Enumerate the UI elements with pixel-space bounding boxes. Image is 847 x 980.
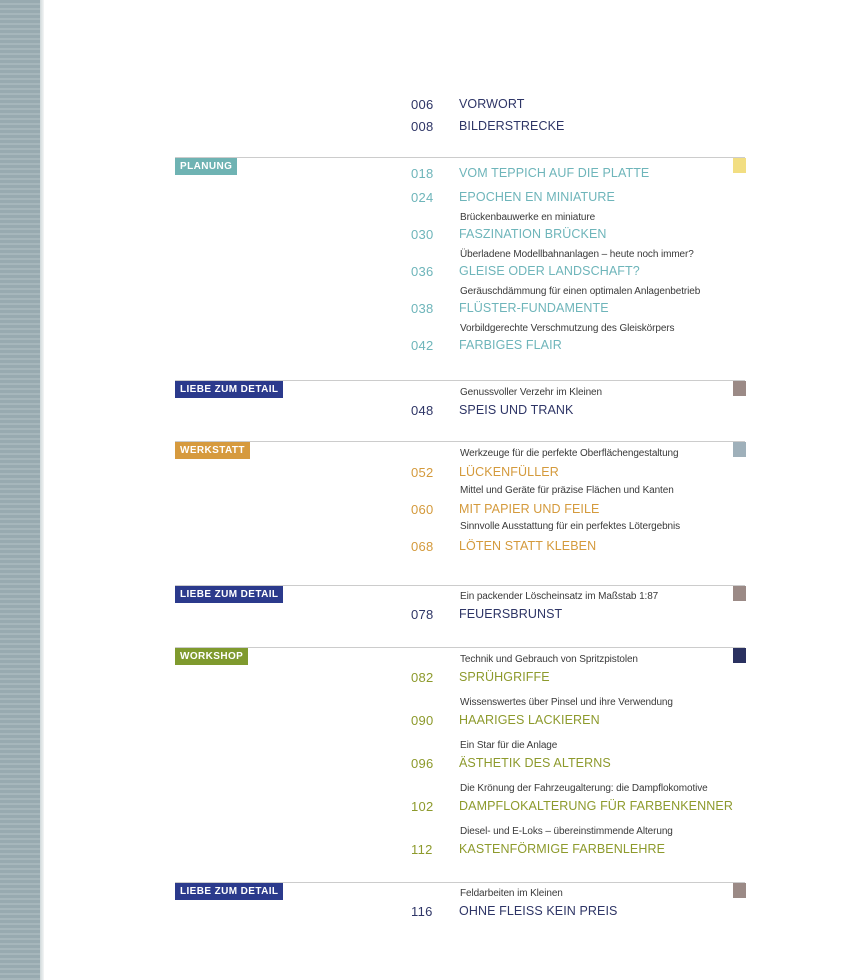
page-number[interactable]: 018 [411,166,434,181]
page-number[interactable]: 052 [411,465,434,480]
section-color-square [733,586,746,601]
entry-title[interactable]: KASTENFÖRMIGE FARBENLEHRE [459,842,666,856]
entry-subtitle: Feldarbeiten im Kleinen [460,888,563,899]
section-label: LIEBE ZUM DETAIL [175,586,283,603]
page-number[interactable]: 096 [411,756,434,771]
entry-subtitle: Werkzeuge für die perfekte Oberflächengestaltung [460,448,679,459]
entry-subtitle: Sinnvolle Ausstattung für ein perfektes Lötergebnis [460,521,681,532]
entry-title[interactable]: HAARIGES LACKIEREN [459,713,600,727]
section-divider [175,157,745,158]
section-color-square [733,883,746,898]
entry-title[interactable]: FARBIGES FLAIR [459,338,562,352]
page-number[interactable]: 112 [411,842,433,857]
page-number[interactable]: 082 [411,670,434,685]
section-color-square [733,158,746,173]
section-divider [175,647,745,648]
entry-subtitle: Überladene Modellbahnanlagen – heute noch immer? [460,249,694,260]
entry-title[interactable]: DAMPFLOKALTERUNG FÜR FARBENKENNER [459,799,733,813]
page-number[interactable]: 048 [411,403,434,418]
entry-title[interactable]: SPEIS UND TRANK [459,403,574,417]
page-number[interactable]: 078 [411,607,434,622]
entry-title[interactable]: ÄSTHETIK DES ALTERNS [459,756,611,770]
page-number: 006 [411,97,434,112]
entry-title[interactable]: FASZINATION BRÜCKEN [459,227,607,241]
section-label: LIEBE ZUM DETAIL [175,883,283,900]
entry-subtitle: Mittel und Geräte für präzise Flächen und Kanten [460,485,674,496]
entry-subtitle: Vorbildgerechte Verschmutzung des Gleiskörpers [460,323,675,334]
page-number[interactable]: 060 [411,502,434,517]
toc-entry[interactable] [400,97,740,115]
entry-title[interactable]: FEUERSBRUNST [459,607,563,621]
page-number[interactable]: 102 [411,799,434,814]
entry-title[interactable]: LÜCKENFÜLLER [459,465,559,479]
entry-subtitle: Technik und Gebrauch von Spritzpistolen [460,654,638,665]
entry-title[interactable]: MIT PAPIER UND FEILE [459,502,600,516]
toc-entry[interactable] [400,119,740,137]
entry-title[interactable]: EPOCHEN EN MINIATURE [459,190,615,204]
section-color-square [733,381,746,396]
entry-title[interactable]: LÖTEN STATT KLEBEN [459,539,597,553]
entry-title[interactable]: OHNE FLEISS KEIN PREIS [459,904,618,918]
section-label: LIEBE ZUM DETAIL [175,381,283,398]
page-number: 008 [411,119,434,134]
entry-title: BILDERSTRECKE [459,119,565,133]
entry-subtitle: Genussvoller Verzehr im Kleinen [460,387,602,398]
page-number[interactable]: 068 [411,539,434,554]
section-color-square [733,442,746,457]
entry-title: VORWORT [459,97,525,111]
section-label: WORKSHOP [175,648,248,665]
entry-subtitle: Diesel- und E-Loks – übereinstimmende Alterung [460,826,673,837]
section-color-square [733,648,746,663]
entry-subtitle: Die Krönung der Fahrzeugalterung: die Dampflokomotive [460,783,708,794]
section-label: PLANUNG [175,158,237,175]
section-divider [175,441,745,442]
page-number[interactable]: 030 [411,227,434,242]
entry-title[interactable]: GLEISE ODER LANDSCHAFT? [459,264,640,278]
page-number[interactable]: 042 [411,338,434,353]
entry-subtitle: Ein Star für die Anlage [460,740,558,751]
entry-title[interactable]: VOM TEPPICH AUF DIE PLATTE [459,166,650,180]
page-number[interactable]: 038 [411,301,434,316]
entry-title[interactable]: FLÜSTER-FUNDAMENTE [459,301,609,315]
page-number[interactable]: 036 [411,264,434,279]
page-number[interactable]: 024 [411,190,434,205]
book-spine [0,0,40,980]
entry-subtitle: Geräuschdämmung für einen optimalen Anlagenbetrieb [460,286,701,297]
entry-subtitle: Ein packender Löscheinsatz im Maßstab 1:87 [460,591,659,602]
entry-subtitle: Brückenbauwerke en miniature [460,212,596,223]
page-number[interactable]: 116 [411,904,433,919]
section-label: WERKSTATT [175,442,250,459]
entry-subtitle: Wissenswertes über Pinsel und ihre Verwendung [460,697,673,708]
page-number[interactable]: 090 [411,713,434,728]
spine-edge [40,0,44,980]
entry-title[interactable]: SPRÜHGRIFFE [459,670,550,684]
